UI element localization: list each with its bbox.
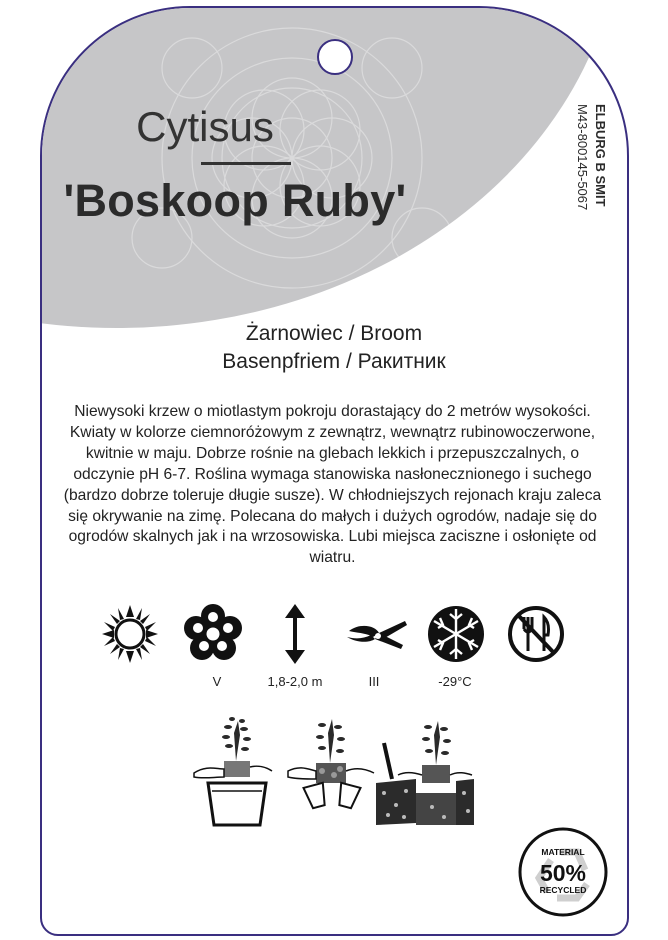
remove-pot-icon bbox=[286, 713, 376, 828]
soak-pot-icon bbox=[192, 713, 282, 828]
sun-icon bbox=[100, 603, 160, 665]
pruning-month: III bbox=[368, 674, 380, 689]
recycled-label-top: MATERIAL bbox=[541, 847, 585, 857]
brand-name: ELBURG B SMIT bbox=[593, 104, 608, 207]
common-names-line1: Żarnowiec / Broom bbox=[245, 322, 423, 345]
recycled-label-bottom: RECYCLED bbox=[539, 885, 587, 895]
hang-hole bbox=[317, 39, 353, 75]
plant-genus: Cytisus bbox=[136, 103, 274, 150]
plant-cultivar: 'Boskoop Ruby' bbox=[63, 175, 407, 226]
hardiness-temperature: -29°C bbox=[438, 674, 472, 689]
not-edible-icon bbox=[506, 603, 566, 665]
frost-icon bbox=[426, 603, 486, 665]
recycled-material-badge bbox=[517, 826, 609, 918]
pruning-shears-icon bbox=[345, 603, 409, 665]
recycled-percent: 50% bbox=[539, 860, 587, 886]
plant-description: Niewysoki krzew o miotlastym pokroju dorastający do 2 metrów wysokości. Kwiaty w kolorze ciemnoróżowym z zewnątrz, wewnątrz rubinowoczerwone, kwitnie w maju. Dobrze rośnie na glebach lekkich i przepuszczalnych, o odczynie pH 6-7. Roślina wymaga stanowiska nasłonecznionego i suchego (bardzo dobrze toleruje długie susze). W chłodniejszych rejonach kraju zaleca się okrywanie na zimę. Polecana do małych i dużych ogrodów, nadaje się do ogrodów skalnych jak i na wrzosowiska. Lubi miejsca zaciszne i osłonięte od wiatru. bbox=[63, 403, 602, 567]
flower-icon bbox=[183, 603, 243, 665]
height-arrow-icon bbox=[265, 603, 325, 665]
plant-height: 1,8-2,0 m bbox=[267, 674, 323, 689]
plant-in-soil-icon bbox=[376, 713, 474, 828]
product-code: M43-800145-5067 bbox=[575, 104, 590, 211]
common-names-line2: Basenpfriem / Ракитник bbox=[222, 350, 446, 373]
title-divider bbox=[201, 162, 291, 165]
flowering-month: V bbox=[212, 674, 222, 689]
